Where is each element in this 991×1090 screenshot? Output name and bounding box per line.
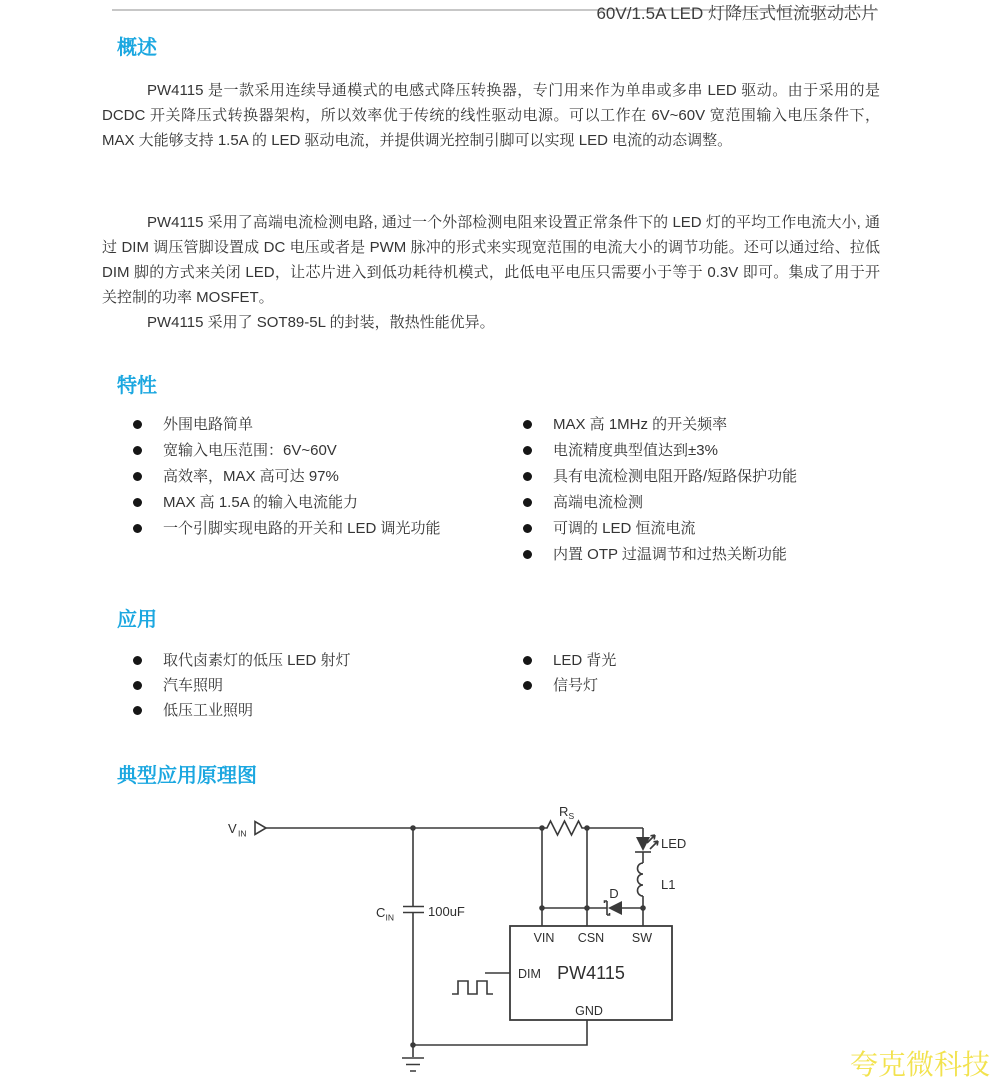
- rs-label: R: [559, 804, 569, 819]
- application-text: LED 背光: [553, 652, 617, 669]
- feature-text: 内置 OTP 过温调节和过热关断功能: [553, 546, 787, 563]
- overview-paragraph-2: PW4115 采用了高端电流检测电路, 通过一个外部检测电阻来设置正常条件下的 LED 灯的平均工作电流大小, 通过 DIM 调压管脚设置成 DC 电压或者是 PWM 脉冲的形式来实现宽范围的电流大小的调节功能。还可以通过给、拉低 DIM 脚的方式来关闭 LED，让芯片进入到低功耗待机模式，此低电平电压只需要小于等于 0.3V 即可。集成了用于开关控制的功率 MOSFET。: [102, 214, 880, 306]
- pin-csn-label: CSN: [577, 931, 605, 945]
- diode-d-icon: [608, 901, 622, 915]
- feature-text: 高端电流检测: [553, 494, 644, 511]
- list-item: [523, 464, 943, 490]
- pin-sw-label: SW: [631, 931, 653, 945]
- bullet-icon: [133, 498, 142, 507]
- applications-list-right: [523, 648, 823, 698]
- l1-label: L1: [661, 877, 676, 892]
- cin-label-sub: IN: [385, 912, 394, 923]
- led-icon: [636, 837, 650, 851]
- bullet-icon: [523, 420, 532, 429]
- section-heading-schematic: 典型应用原理图: [117, 765, 257, 787]
- vin-terminal-icon: [255, 822, 266, 835]
- overview-paragraph-1: PW4115 是一款采用连续导通模式的电感式降压转换器，专门用来作为单串或多串 LED 驱动。由于采用的是 DCDC 开关降压式转换器架构，所以效率优于传统的线性驱动电源。可以工作在 6V~60V 宽范围输入电压条件下，MAX 大能够支持 1.5A 的 LED 驱动电流，并提供调光控制引脚可以实现 LED 电流的动态调整。: [102, 82, 880, 149]
- doc-title: 60V/1.5A LED 灯降压式恒流驱动芯片: [596, 4, 878, 23]
- capacitor-cin-icon: [403, 907, 424, 913]
- chip-name-label: PW4115: [557, 963, 625, 983]
- bullet-icon: [133, 656, 142, 665]
- cin-value: 100uF: [428, 904, 465, 919]
- list-item: [523, 516, 943, 542]
- bullet-icon: [523, 550, 532, 559]
- list-item: [133, 698, 473, 723]
- list-item: [523, 438, 943, 464]
- bullet-icon: [133, 524, 142, 533]
- feature-text: MAX 高 1.5A 的输入电流能力: [163, 494, 359, 511]
- bullet-icon: [523, 446, 532, 455]
- feature-text: 具有电流检测电阻开路/短路保护功能: [553, 468, 798, 485]
- application-text: 信号灯: [553, 677, 599, 694]
- resistor-rs-icon: [542, 821, 587, 835]
- list-item: [133, 648, 473, 673]
- vin-label-sub: IN: [238, 828, 247, 839]
- bullet-icon: [133, 472, 142, 481]
- bullet-icon: [133, 706, 142, 715]
- application-schematic: [200, 800, 700, 1090]
- pin-vin-label: VIN: [533, 931, 555, 945]
- watermark: 夸克微科技: [850, 1049, 991, 1080]
- section-heading-applications: 应用: [117, 609, 157, 631]
- list-item: [523, 542, 943, 568]
- application-text: 取代卤素灯的低压 LED 射灯: [163, 652, 351, 669]
- pin-gnd-label: GND: [575, 1004, 603, 1018]
- bullet-icon: [523, 656, 532, 665]
- feature-text: 外围电路简单: [163, 416, 254, 433]
- vin-label: V: [228, 821, 237, 836]
- bullet-icon: [523, 524, 532, 533]
- application-text: 汽车照明: [163, 677, 224, 694]
- list-item: [133, 438, 463, 464]
- list-item: [133, 490, 463, 516]
- list-item: [523, 648, 823, 673]
- features-list-right: [523, 412, 943, 568]
- section-heading-overview: 概述: [117, 37, 157, 59]
- applications-list-left: [133, 648, 473, 723]
- pin-dim-label: DIM: [518, 967, 541, 981]
- bullet-icon: [133, 420, 142, 429]
- bullet-icon: [523, 681, 532, 690]
- feature-text: 宽输入电压范围：6V~60V: [163, 442, 337, 459]
- feature-text: 一个引脚实现电路的开关和 LED 调光功能: [163, 520, 441, 537]
- bullet-icon: [523, 498, 532, 507]
- list-item: [523, 673, 823, 698]
- pwm-waveform-icon: [452, 981, 493, 994]
- feature-text: MAX 高 1MHz 的开关频率: [553, 416, 728, 433]
- list-item: [133, 673, 473, 698]
- section-heading-features: 特性: [117, 375, 157, 397]
- cin-label: C: [376, 905, 386, 920]
- diode-label: D: [609, 886, 619, 901]
- application-text: 低压工业照明: [163, 702, 254, 719]
- led-label: LED: [661, 836, 687, 851]
- list-item: [523, 490, 943, 516]
- list-item: [133, 516, 463, 542]
- features-list-left: [133, 412, 463, 542]
- list-item: [523, 412, 943, 438]
- bullet-icon: [133, 446, 142, 455]
- list-item: [133, 464, 463, 490]
- feature-text: 高效率，MAX 高可达 97%: [163, 468, 339, 485]
- bullet-icon: [133, 681, 142, 690]
- bullet-icon: [523, 472, 532, 481]
- ground-icon: [402, 1045, 424, 1071]
- inductor-l1-icon: [638, 863, 644, 896]
- feature-text: 电流精度典型值达到±3%: [553, 442, 718, 459]
- overview-paragraph-3: PW4115 采用了 SOT89-5L 的封装，散热性能优异。: [147, 314, 495, 331]
- rs-label-sub: S: [568, 811, 575, 821]
- list-item: [133, 412, 463, 438]
- feature-text: 可调的 LED 恒流电流: [553, 520, 696, 537]
